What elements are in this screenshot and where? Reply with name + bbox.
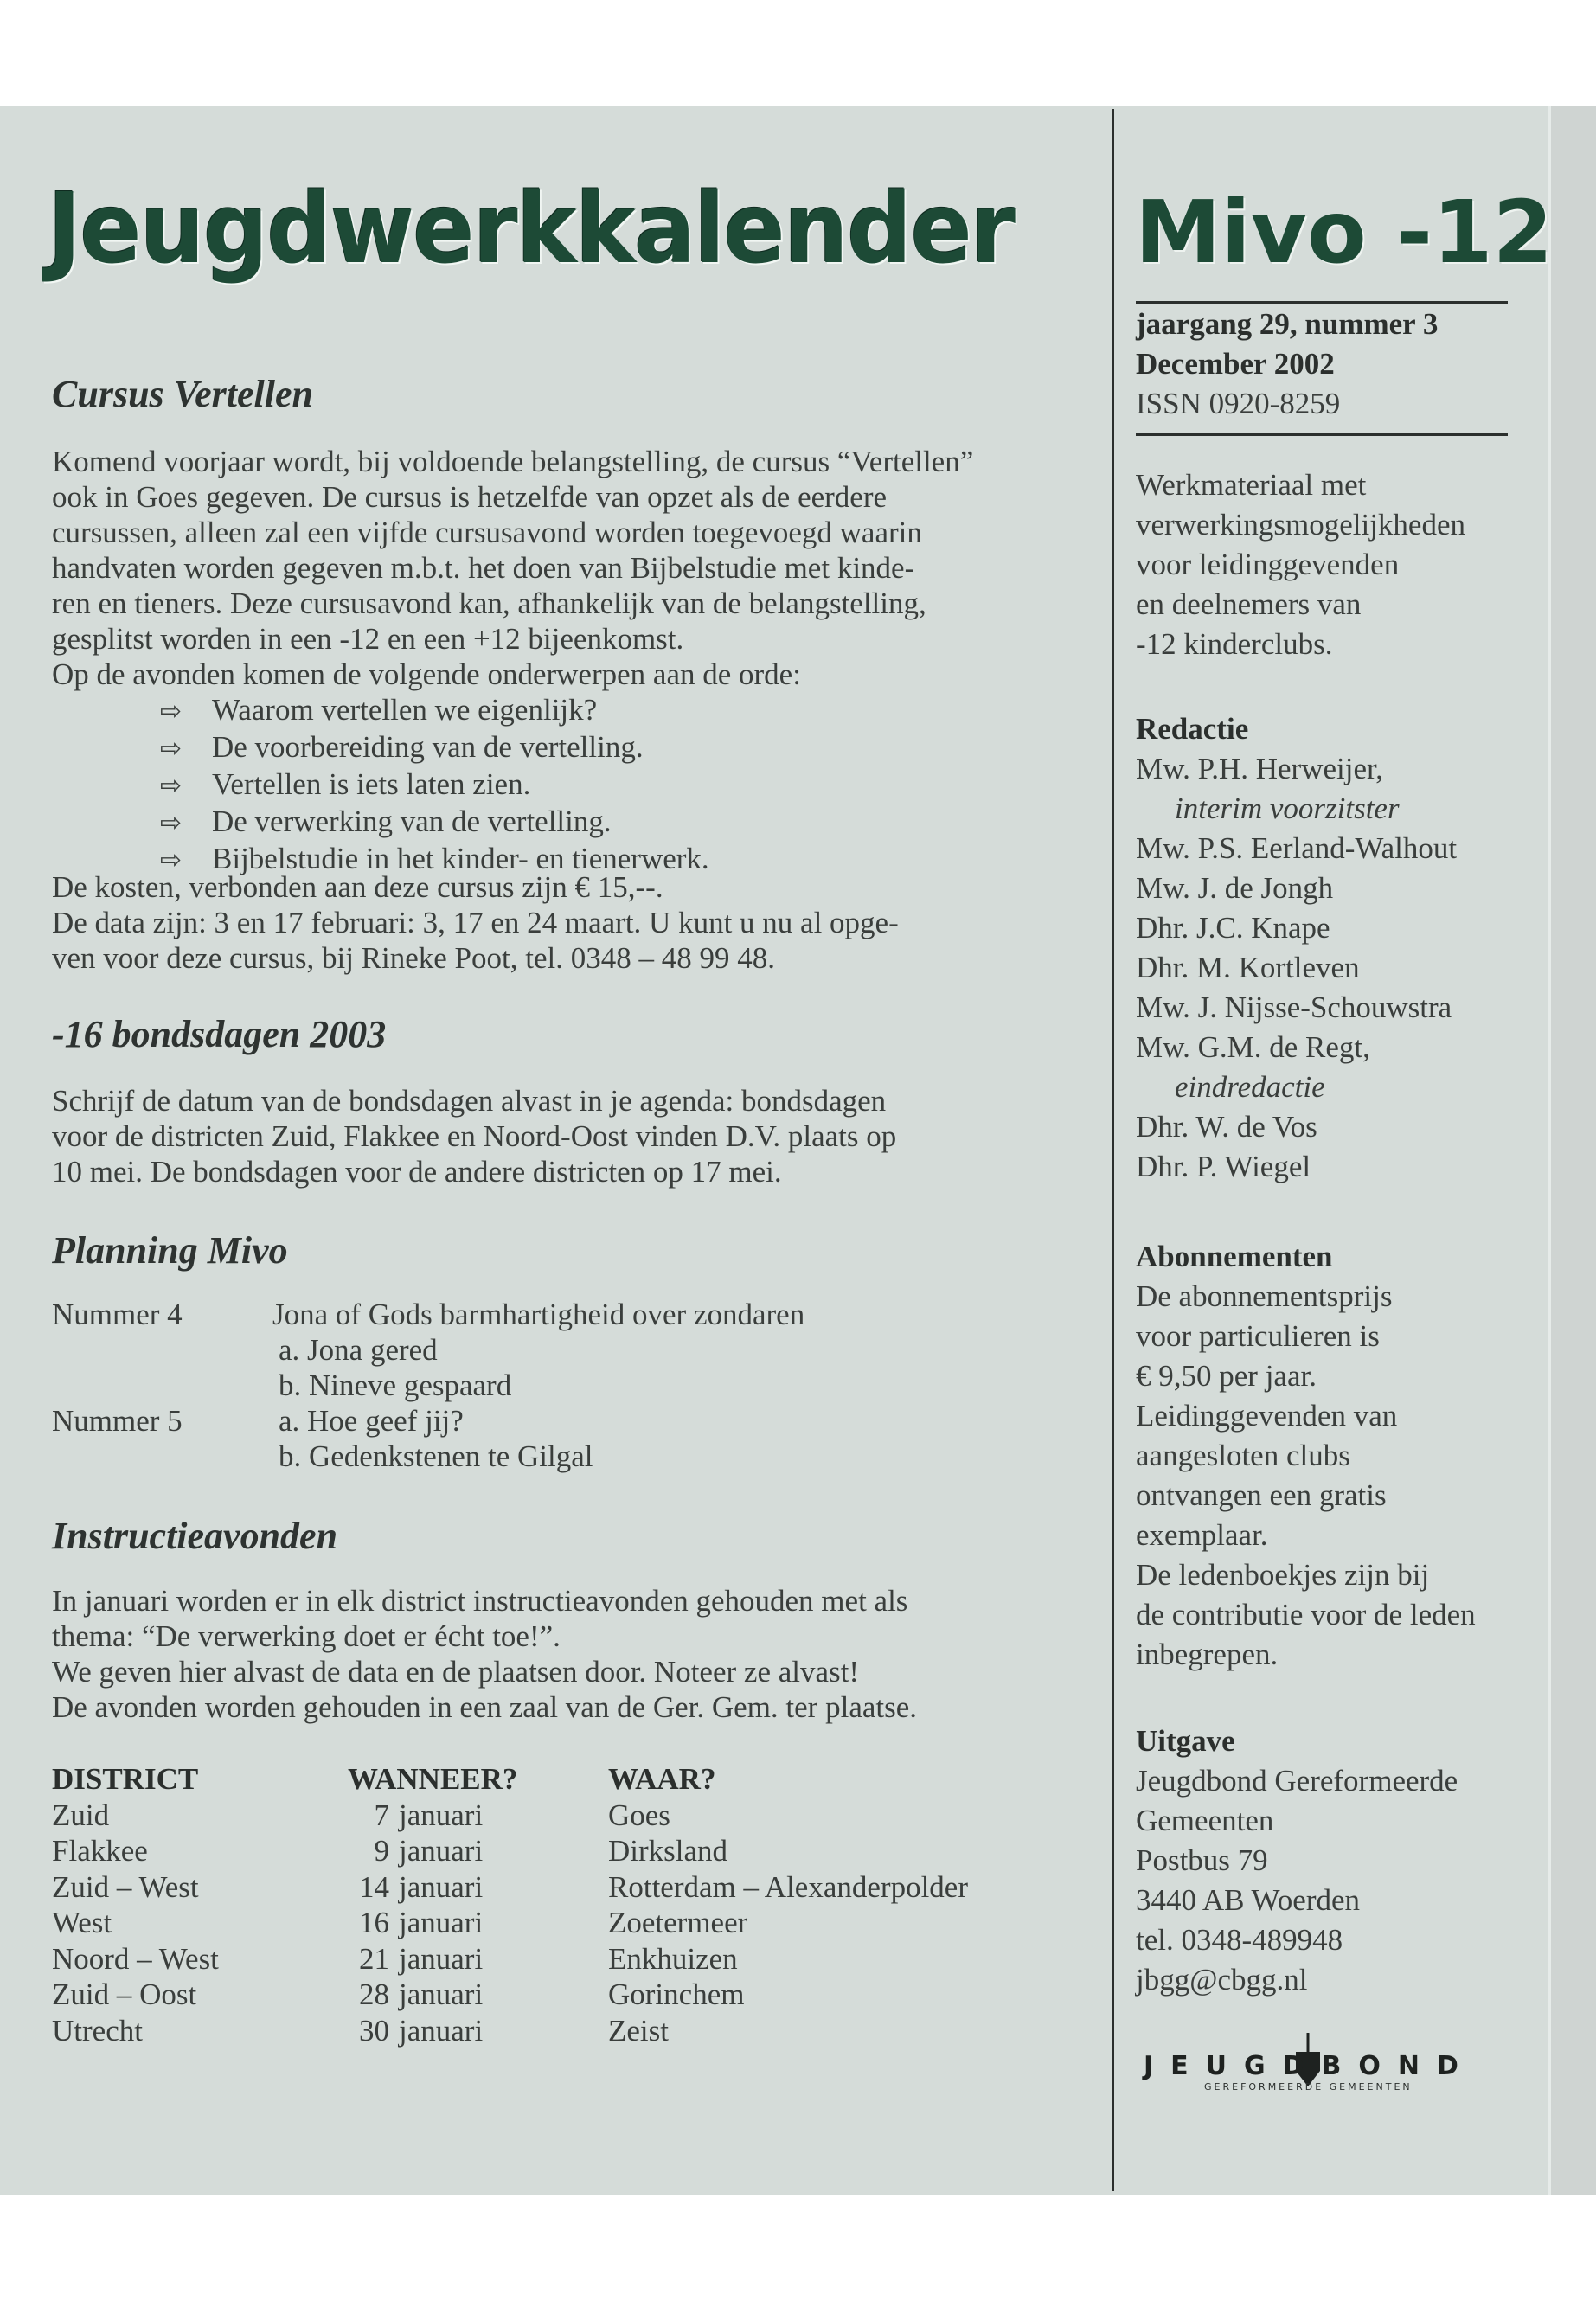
list-item: interim voorzitster	[1175, 792, 1400, 825]
table-cell: Rotterdam – Alexanderpolder	[608, 1869, 968, 1904]
arrow-icon: ⇨	[160, 734, 183, 764]
email: jbgg@cbgg.nl	[1136, 1963, 1308, 1997]
issn: ISSN 0920-8259	[1136, 387, 1341, 420]
text-line: Schrijf de datum van de bondsdagen alvast in je agenda: bondsdagen	[52, 1084, 887, 1118]
list-item: Dhr. J.C. Knape	[1136, 911, 1330, 945]
text-line: Leidinggevenden van	[1136, 1399, 1398, 1433]
text-line: voor de districten Zuid, Flakkee en Noord-Oost vinden D.V. plaats op	[52, 1119, 897, 1153]
cursus-topics	[160, 692, 709, 878]
planning-nr5-a: a. Hoe geef jij?	[279, 1404, 464, 1438]
logo-subtitle: GEREFORMEERDE GEMEENTEN	[1204, 2081, 1413, 2093]
list-item	[160, 692, 709, 729]
text-line: Postbus 79	[1136, 1843, 1268, 1877]
issue-line: jaargang 29, nummer 3	[1136, 307, 1439, 341]
list-item: Dhr. P. Wiegel	[1136, 1150, 1311, 1183]
text-line: voor leidinggevenden	[1136, 548, 1400, 581]
instructie-heading: Instructieavonden	[52, 1515, 338, 1557]
redactie-heading: Redactie	[1136, 712, 1249, 746]
text-line: Komend voorjaar wordt, bij voldoende belangstelling, de cursus “Vertellen”	[52, 445, 974, 478]
text-line: handvaten worden gegeven m.b.t. het doen van Bijbelstudie met kinde-	[52, 551, 915, 585]
text-line: ook in Goes gegeven. De cursus is hetzelfde van opzet als de eerdere	[52, 480, 888, 514]
table-cell: 30	[359, 2013, 389, 2048]
list-item-label: Waarom vertellen we eigenlijk?	[212, 693, 598, 727]
text-line: 3440 AB Woerden	[1136, 1883, 1361, 1917]
abonnementen-section	[1136, 1237, 1542, 1675]
masthead-title: Jeugdwerkkalender	[48, 173, 1015, 285]
issue-info	[1136, 304, 1542, 424]
table-cell: januari	[399, 2013, 484, 2048]
abonnementen-heading: Abonnementen	[1136, 1240, 1333, 1273]
table-cell: 21	[359, 1941, 389, 1976]
text-line: -12 kinderclubs.	[1136, 627, 1333, 661]
list-item	[160, 766, 709, 804]
list-item-label: Bijbelstudie in het kinder- en tienerwerk.	[212, 842, 709, 875]
text-line: gesplitst worden in een -12 en een +12 bijeenkomst.	[52, 622, 684, 656]
table-cell: Utrecht	[52, 2013, 143, 2048]
list-item: Dhr. M. Kortleven	[1136, 951, 1360, 984]
mivo-title: Mivo -12	[1135, 182, 1554, 283]
table-cell: Zuid	[52, 1798, 110, 1832]
where-column	[608, 1761, 968, 2048]
text-line: De abonnementsprijs	[1136, 1279, 1393, 1313]
text-line: De avonden worden gehouden in een zaal van de Ger. Gem. ter plaatse.	[52, 1690, 918, 1724]
table-cell: januari	[399, 1798, 484, 1832]
text-line: De ledenboekjes zijn bij	[1136, 1558, 1430, 1592]
when-column	[348, 1761, 517, 1798]
table-cell: 14	[359, 1869, 389, 1904]
table-cell: Noord – West	[52, 1941, 219, 1976]
text-line: Jeugdbond Gereformeerde	[1136, 1764, 1458, 1798]
table-cell: 16	[359, 1906, 389, 1939]
logo-word: JEUGDBOND	[1144, 2051, 1476, 2081]
text-line: 10 mei. De bondsdagen voor de andere districten op 17 mei.	[52, 1155, 782, 1189]
column-header: DISTRICT	[52, 1762, 199, 1796]
list-item-label: Vertellen is iets laten zien.	[212, 767, 531, 801]
text-line: de contributie voor de leden	[1136, 1598, 1476, 1631]
planning-nr4-a: a. Jona gered	[279, 1333, 438, 1367]
month-column	[399, 1798, 483, 2049]
list-item: Mw. J. Nijsse-Schouwstra	[1136, 990, 1452, 1024]
bondsdagen-heading: -16 bondsdagen 2003	[52, 1013, 387, 1055]
table-cell: Gorinchem	[608, 1977, 745, 2011]
list-item	[160, 729, 709, 766]
planning-nr4-b: b. Nineve gespaard	[279, 1368, 512, 1402]
table-cell: Goes	[608, 1798, 670, 1832]
text-line: inbegrepen.	[1136, 1638, 1279, 1671]
table-cell: Zoetermeer	[608, 1906, 748, 1939]
list-item: Dhr. W. de Vos	[1136, 1110, 1317, 1144]
text-line: ontvangen een gratis	[1136, 1478, 1387, 1512]
table-cell: 28	[359, 1977, 389, 2011]
arrow-icon: ⇨	[160, 808, 183, 838]
list-item	[160, 804, 709, 841]
text-line: Gemeenten	[1136, 1804, 1274, 1837]
text-line: We geven hier alvast de data en de plaatsen door. Noteer ze alvast!	[52, 1655, 860, 1689]
day-column	[348, 1798, 389, 2049]
table-cell: Zeist	[608, 2013, 669, 2048]
text-line: In januari worden er in elk district instructieavonden gehouden met als	[52, 1584, 908, 1618]
list-item: Mw. J. de Jongh	[1136, 871, 1334, 905]
table-cell: januari	[399, 1977, 484, 2011]
planning-nr4-title: Jona of Gods barmhartigheid over zondaren	[272, 1298, 805, 1331]
column-divider	[1112, 109, 1114, 2191]
arrow-icon: ⇨	[160, 696, 183, 727]
arrow-icon: ⇨	[160, 845, 183, 875]
table-cell: januari	[399, 1834, 484, 1868]
issue-date: December 2002	[1136, 347, 1335, 381]
text-line: ren en tieners. Deze cursusavond kan, afhankelijk van de belangstelling,	[52, 586, 926, 620]
planning-heading: Planning Mivo	[52, 1229, 288, 1272]
sidebar-description	[1136, 465, 1542, 664]
list-item: eindredactie	[1175, 1070, 1325, 1104]
list-item: Mw. P.S. Eerland-Walhout	[1136, 831, 1458, 865]
table-cell: januari	[399, 1906, 484, 1939]
table-cell: Enkhuizen	[608, 1941, 738, 1976]
table-cell: Zuid – West	[52, 1869, 199, 1904]
text-line: exemplaar.	[1136, 1518, 1268, 1552]
table-cell: januari	[399, 1869, 484, 1904]
text-line: Op de avonden komen de volgende onderwerpen aan de orde:	[52, 657, 801, 691]
text-line: thema: “De verwerking doet er écht toe!”.	[52, 1619, 561, 1653]
column-header: WANNEER?	[348, 1762, 518, 1796]
table-cell: West	[52, 1906, 112, 1939]
arrow-icon: ⇨	[160, 771, 183, 801]
redactie-section	[1136, 709, 1542, 1187]
text-line: verwerkingsmogelijkheden	[1136, 508, 1466, 542]
planning-nr5-label: Nummer 5	[52, 1404, 183, 1438]
jeugdbond-logo	[1142, 2033, 1505, 2093]
uitgave-section	[1136, 1721, 1542, 2000]
planning-nr4-label: Nummer 4	[52, 1298, 183, 1331]
text-line: cursussen, alleen zal een vijfde cursusavond worden toegevoegd waarin	[52, 516, 922, 549]
list-item: Mw. G.M. de Regt,	[1136, 1030, 1370, 1064]
list-item-label: De voorbereiding van de vertelling.	[212, 730, 644, 764]
list-item: Mw. P.H. Herweijer,	[1136, 752, 1383, 785]
sidebar-rule-bottom	[1136, 433, 1508, 436]
text-line: ven voor deze cursus, bij Rineke Poot, tel. 0348 – 48 99 48.	[52, 941, 775, 975]
instructie-text	[52, 1583, 1047, 1725]
text-line: aangesloten clubs	[1136, 1439, 1350, 1472]
text-line: De kosten, verbonden aan deze cursus zijn € 15,--.	[52, 870, 663, 904]
uitgave-heading: Uitgave	[1136, 1724, 1235, 1758]
text-line: tel. 0348-489948	[1136, 1923, 1343, 1957]
text-line: voor particulieren is	[1136, 1319, 1380, 1353]
text-line: en deelnemers van	[1136, 587, 1362, 621]
text-line: € 9,50 per jaar.	[1136, 1359, 1317, 1393]
table-cell: Zuid – Oost	[52, 1977, 197, 2011]
table-cell: 9	[374, 1834, 389, 1868]
list-item-label: De verwerking van de vertelling.	[212, 804, 612, 838]
column-header: WAAR?	[608, 1762, 716, 1796]
cursus-outro	[52, 869, 1047, 976]
table-cell: januari	[399, 1941, 484, 1976]
text-line: De data zijn: 3 en 17 februari: 3, 17 en 24 maart. U kunt u nu al opge-	[52, 906, 899, 939]
table-cell: Dirksland	[608, 1834, 728, 1868]
table-cell: Flakkee	[52, 1834, 148, 1868]
planning-nr5-b: b. Gedenkstenen te Gilgal	[279, 1439, 593, 1473]
next-page-edge	[1548, 106, 1596, 2195]
bondsdagen-text	[52, 1083, 1047, 1189]
cursus-heading: Cursus Vertellen	[52, 373, 313, 415]
table-cell: 7	[374, 1798, 389, 1832]
district-column	[52, 1761, 219, 2048]
text-line: Werkmateriaal met	[1136, 468, 1367, 502]
cursus-intro	[52, 444, 1047, 692]
